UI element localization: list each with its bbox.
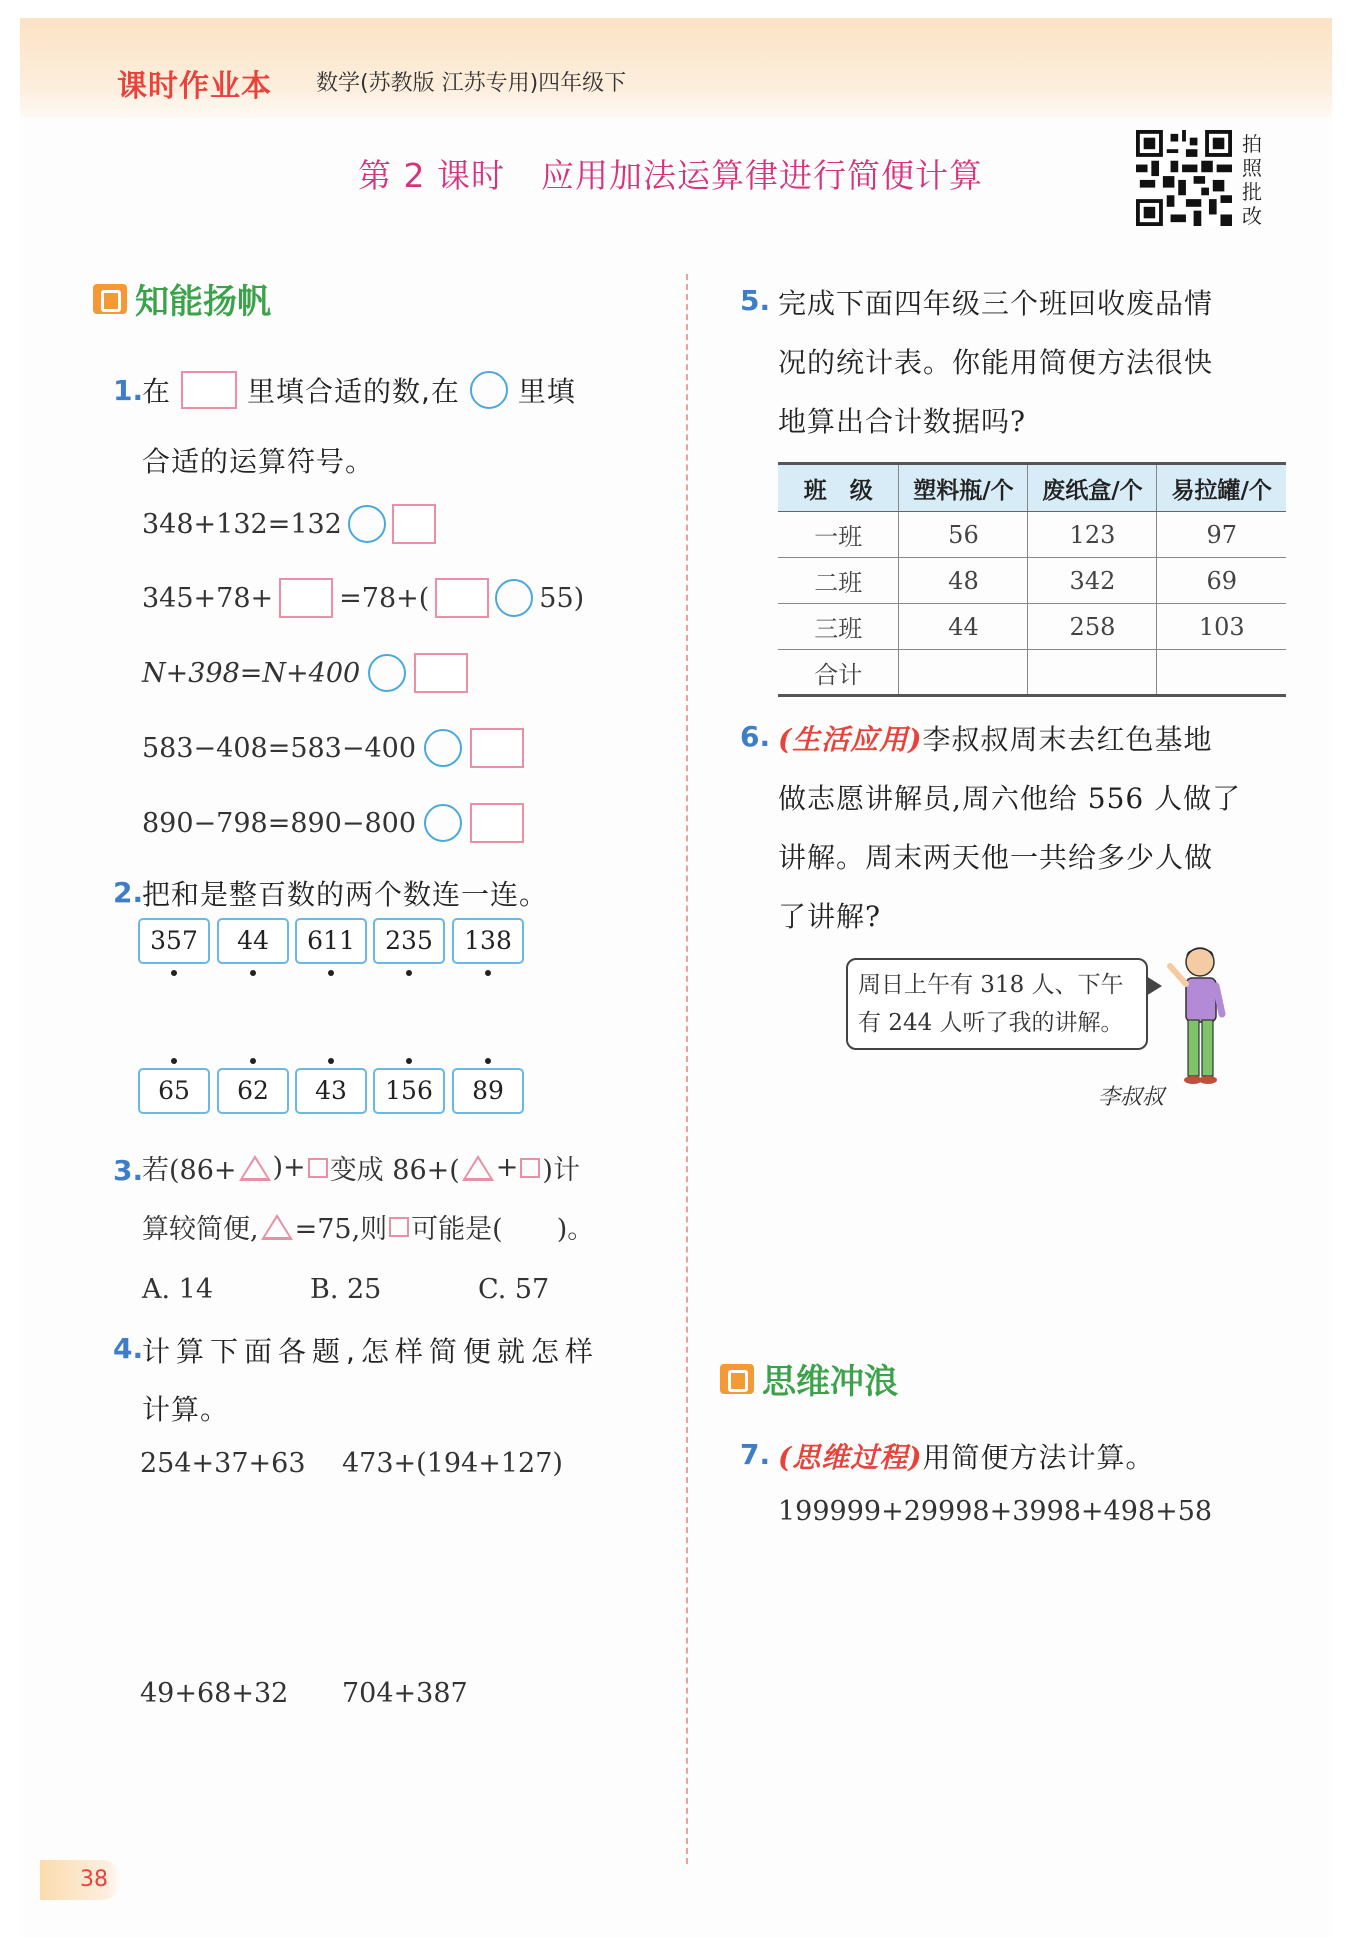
q4-expr-1: 254+37+63 — [140, 1448, 306, 1479]
q6-tag: (生活应用) — [778, 723, 923, 756]
match-card-bottom[interactable]: 62 — [217, 1068, 289, 1114]
table-cell: 三班 — [778, 604, 899, 650]
triangle-symbol — [462, 1155, 494, 1181]
speech-line: 有 244 人听了我的讲解。 — [858, 1010, 1124, 1036]
workbook-page — [20, 18, 1332, 1938]
table-cell: 48 — [899, 558, 1028, 604]
book-title: 数学(苏教版 江苏专用)四年级下 — [316, 71, 627, 96]
speech-line: 周日上午有 318 人、下午 — [858, 972, 1124, 998]
match-card-bottom[interactable]: 43 — [295, 1068, 367, 1114]
triangle-symbol — [239, 1155, 271, 1181]
q4-expr-4: 704+387 — [342, 1678, 468, 1709]
answer-circle[interactable] — [495, 579, 533, 617]
table-row — [778, 512, 1286, 558]
q1-prompt-line1 — [142, 370, 576, 410]
q7-number: 7. — [740, 1438, 771, 1471]
q4-expr-2: 473+(194+127) — [342, 1448, 563, 1479]
answer-circle-example — [470, 371, 508, 409]
table-cell: 97 — [1157, 512, 1286, 558]
column-header: 班 级 — [778, 464, 899, 512]
total-input-cell[interactable] — [899, 650, 1028, 696]
q4-prompt-line1: 计算下面各题,怎样简便就怎样 — [142, 1335, 599, 1368]
answer-box[interactable] — [435, 578, 489, 618]
q4-number: 4. — [113, 1332, 144, 1365]
q4-expr-3: 49+68+32 — [140, 1678, 289, 1709]
qr-caption: 拍照批改 — [1242, 132, 1262, 228]
q1-line-3-text: N+398=N+400 — [142, 657, 361, 689]
wave-icon — [720, 1364, 754, 1394]
table-cell: 342 — [1028, 558, 1157, 604]
total-input-cell[interactable] — [1028, 650, 1157, 696]
match-dot[interactable] — [328, 970, 334, 976]
q3-l1b: )+ — [272, 1152, 306, 1183]
table-cell: 103 — [1157, 604, 1286, 650]
q1-line-2-text-b: =78+( — [339, 582, 430, 614]
table-row — [778, 558, 1286, 604]
match-card-bottom[interactable]: 89 — [452, 1068, 524, 1114]
table-cell: 合计 — [778, 650, 899, 696]
page-number: 38 — [40, 1860, 122, 1900]
match-card-top[interactable]: 138 — [452, 918, 524, 964]
brand-title: 课时作业本 — [117, 69, 272, 104]
answer-box-example — [181, 371, 237, 409]
section-heading-right — [720, 1354, 898, 1403]
match-card-top[interactable]: 611 — [295, 918, 367, 964]
q1-line-4 — [142, 728, 524, 768]
match-dot[interactable] — [485, 970, 491, 976]
triangle-symbol — [261, 1214, 293, 1240]
square-symbol — [389, 1217, 409, 1237]
match-dot[interactable] — [328, 1058, 334, 1064]
q1-prompt-line2: 合适的运算符号。 — [142, 445, 375, 478]
table-cell: 44 — [899, 604, 1028, 650]
answer-circle[interactable] — [368, 654, 406, 692]
lesson-name: 应用加法运算律进行简便计算 — [540, 156, 983, 195]
total-input-cell[interactable] — [1157, 650, 1286, 696]
q3-l2b: =75,则 — [294, 1214, 388, 1245]
answer-box[interactable] — [279, 578, 333, 618]
answer-box[interactable] — [414, 653, 468, 693]
answer-circle[interactable] — [424, 804, 462, 842]
speaker-label: 李叔叔 — [1098, 1085, 1165, 1110]
q1-text-a: 在 — [142, 375, 172, 408]
q3-l2c: 可能是( )。 — [411, 1214, 595, 1245]
column-header: 塑料瓶/个 — [899, 464, 1028, 512]
table-row-total — [778, 650, 1286, 696]
q3-line-2 — [142, 1207, 594, 1246]
q3-option-b[interactable]: B. 25 — [310, 1274, 382, 1305]
q1-line-2-text-a: 345+78+ — [142, 582, 274, 614]
q7-text: 用简便方法计算。 — [922, 1441, 1155, 1474]
q1-number: 1. — [113, 374, 144, 407]
q3-l1e: )计 — [542, 1155, 580, 1186]
q3-line-1 — [142, 1148, 580, 1187]
q3-l2a: 算较简便, — [142, 1214, 259, 1245]
q7-prompt — [778, 1436, 1155, 1476]
column-divider — [686, 274, 688, 1864]
q5-line-1: 完成下面四年级三个班回收废品情 — [778, 287, 1214, 320]
lesson-title — [358, 150, 983, 197]
lesson-number: 第 2 课时 — [358, 156, 505, 195]
q1-line-1-text: 348+132=132 — [142, 508, 342, 540]
q1-line-5 — [142, 803, 524, 843]
match-dot[interactable] — [250, 1058, 256, 1064]
q1-line-2 — [142, 578, 584, 618]
table-cell: 258 — [1028, 604, 1157, 650]
q6-line-2: 做志愿讲解员,周六他给 556 人做了 — [778, 782, 1242, 815]
q2-prompt: 把和是整百数的两个数连一连。 — [142, 878, 549, 911]
sail-icon — [93, 284, 127, 314]
q3-l1a: 若(86+ — [142, 1155, 237, 1186]
table-row — [778, 604, 1286, 650]
answer-circle[interactable] — [348, 505, 386, 543]
q3-l1d: + — [495, 1152, 519, 1183]
q5-number: 5. — [740, 284, 771, 317]
match-card-top[interactable]: 357 — [138, 918, 210, 964]
answer-box[interactable] — [470, 728, 524, 768]
answer-box[interactable] — [392, 504, 436, 544]
q6-line-4: 了讲解? — [778, 900, 882, 933]
match-dot[interactable] — [171, 970, 177, 976]
table-cell: 69 — [1157, 558, 1286, 604]
match-dot[interactable] — [485, 1058, 491, 1064]
match-card-top[interactable]: 235 — [373, 918, 445, 964]
match-dot[interactable] — [406, 970, 412, 976]
q6-number: 6. — [740, 720, 771, 753]
square-symbol — [308, 1158, 328, 1178]
table-header-row — [778, 464, 1286, 512]
q1-line-1 — [142, 504, 436, 544]
q1-text-b: 里填合适的数,在 — [247, 375, 460, 408]
section-heading-left-label: 知能扬帆 — [135, 282, 271, 322]
q1-line-4-text: 583−408=583−400 — [142, 732, 417, 764]
qr-code-icon[interactable] — [1136, 130, 1232, 226]
answer-circle[interactable] — [424, 729, 462, 767]
q4-prompt-line2: 计算。 — [142, 1393, 230, 1426]
match-dot[interactable] — [250, 970, 256, 976]
header-band — [20, 18, 1332, 118]
section-heading-right-label: 思维冲浪 — [762, 1362, 898, 1402]
q1-line-3 — [142, 653, 468, 693]
match-dot[interactable] — [171, 1058, 177, 1064]
q3-number: 3. — [113, 1154, 144, 1187]
match-dot[interactable] — [406, 1058, 412, 1064]
q1-line-5-text: 890−798=890−800 — [142, 807, 417, 839]
q3-option-c[interactable]: C. 57 — [478, 1274, 550, 1305]
match-card-bottom[interactable]: 65 — [138, 1068, 210, 1114]
match-card-bottom[interactable]: 156 — [373, 1068, 445, 1114]
q5-line-2: 况的统计表。你能用简便方法很快 — [778, 346, 1214, 379]
table-cell: 123 — [1028, 512, 1157, 558]
column-header: 废纸盒/个 — [1028, 464, 1157, 512]
table-cell: 一班 — [778, 512, 899, 558]
q6-line-3: 讲解。周末两天他一共给多少人做 — [778, 841, 1214, 874]
speech-bubble — [846, 958, 1148, 1050]
recycling-table — [778, 462, 1286, 697]
table-cell: 56 — [899, 512, 1028, 558]
q7-expr: 199999+29998+3998+498+58 — [778, 1496, 1213, 1527]
q2-number: 2. — [113, 876, 144, 909]
uncle-figure-icon — [1164, 940, 1230, 1090]
q5-line-3: 地算出合计数据吗? — [778, 405, 1027, 438]
q1-line-2-text-c: 55) — [539, 582, 585, 614]
q7-tag: (思维过程) — [778, 1441, 923, 1474]
q3-option-a[interactable]: A. 14 — [142, 1274, 214, 1305]
column-header: 易拉罐/个 — [1157, 464, 1286, 512]
table-cell: 二班 — [778, 558, 899, 604]
q1-text-c: 里填 — [517, 375, 576, 408]
square-symbol — [520, 1158, 540, 1178]
q6-line-1-text: 李叔叔周末去红色基地 — [922, 723, 1213, 756]
section-heading-left — [93, 274, 271, 323]
q6-line-1 — [778, 718, 1213, 758]
q3-l1c: 变成 86+( — [329, 1155, 460, 1186]
match-card-top[interactable]: 44 — [217, 918, 289, 964]
answer-box[interactable] — [470, 803, 524, 843]
